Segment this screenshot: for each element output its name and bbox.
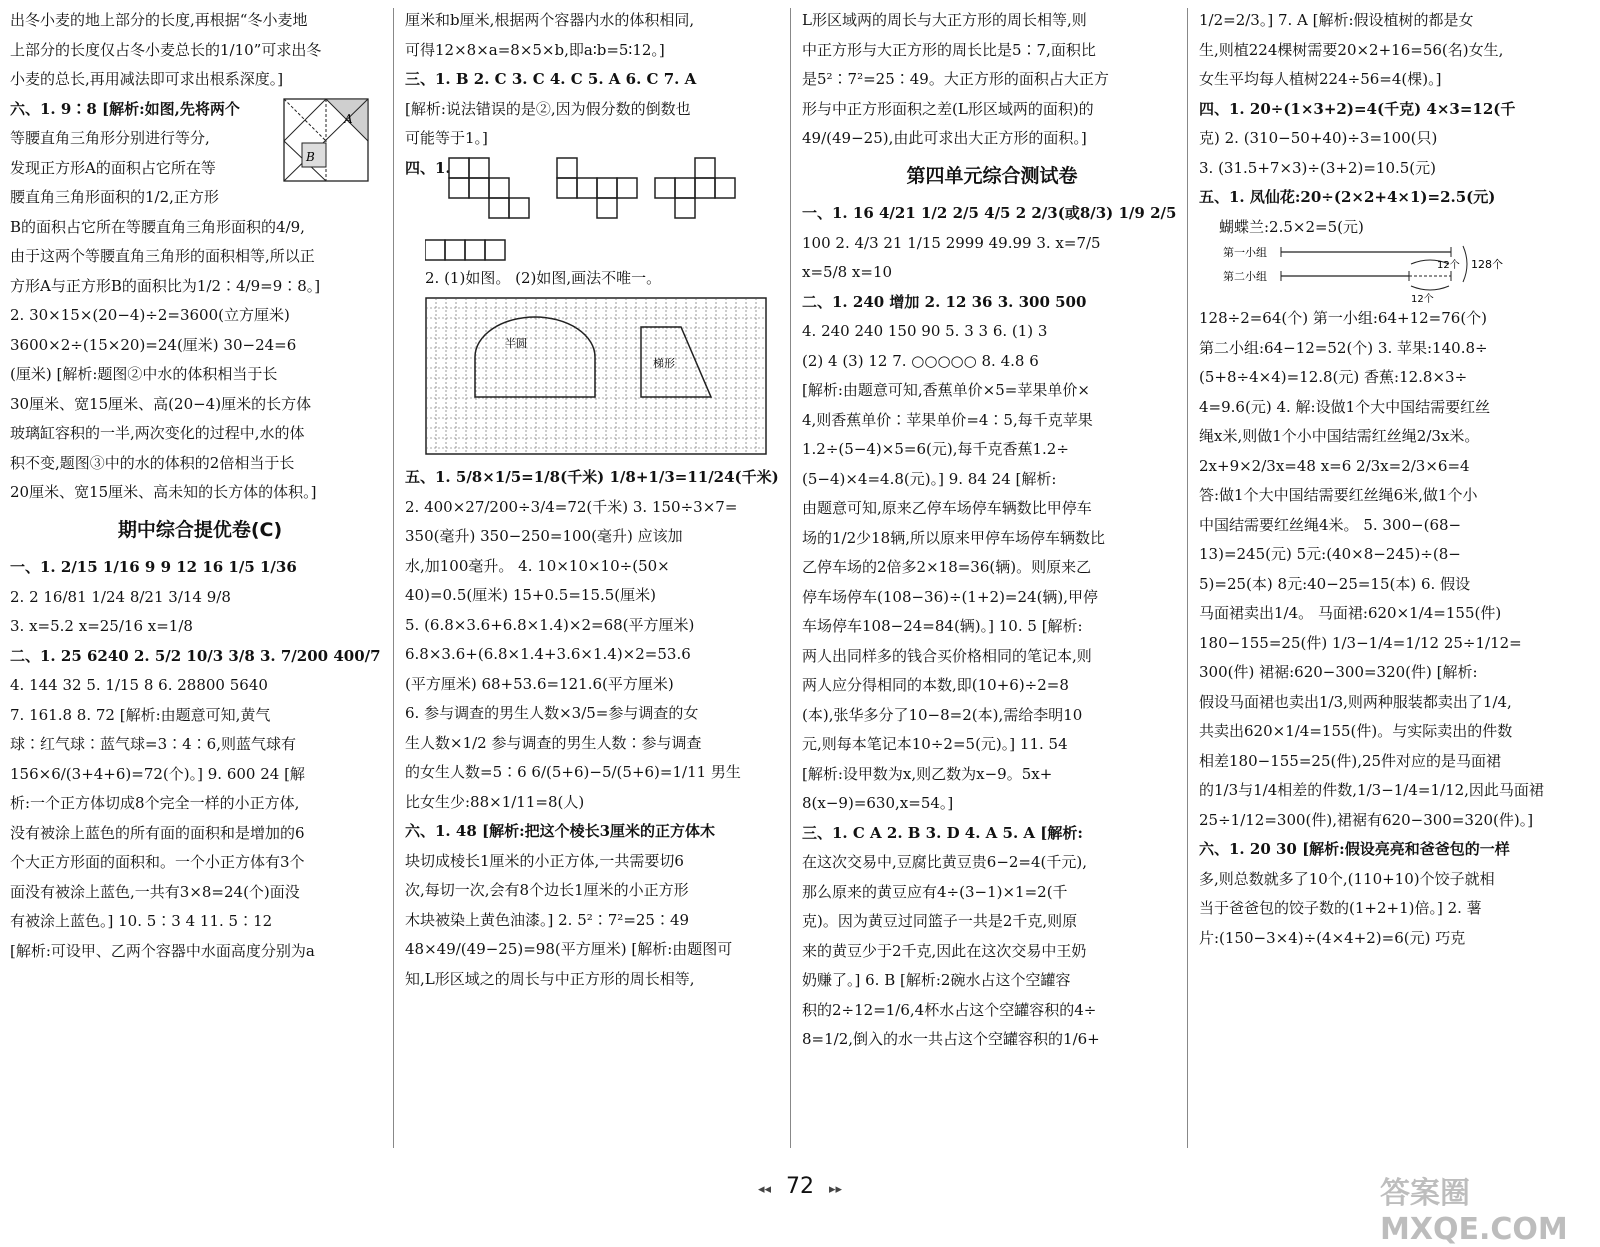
text-line: 停车场停车(108−36)÷(1+2)=24(辆),甲停 <box>802 587 1099 606</box>
text-line: 车场停车108−24=84(辆)。] 10. 5 [解析: <box>802 617 1083 635</box>
text-line: 4,则香蕉单价∶苹果单价=4∶5,每千克苹果 <box>802 410 1093 429</box>
text-line: 在这次交易中,豆腐比黄豆贵6−2=4(千元), <box>802 853 1088 871</box>
text-line: 四、1. 20÷(1×3+2)=4(千克) 4×3=12(千 <box>1199 99 1516 118</box>
text-line: 次,每切一次,会有8个边长1厘米的小正方形 <box>405 881 689 899</box>
text-line: 相差180−155=25(件),25件对应的是马面裙 <box>1199 751 1502 770</box>
text-line: [解析:说法错误的是②,因为假分数的倒数也 <box>405 99 691 118</box>
text-line: 生人数×1/2 参与调查的男生人数∶参与调查 <box>405 733 702 752</box>
text-line: 来的黄豆少于2千克,因此在这次交易中王奶 <box>802 941 1087 960</box>
text-line: 没有被涂上蓝色的所有面的面积和是增加的6 <box>10 823 305 842</box>
answer-column-3 <box>802 6 1182 1156</box>
text-line: 3600×2÷(15×20)=24(厘米) 30−24=6 <box>10 335 297 354</box>
text-line: 小麦的总长,再用减法即可求出根系深度。] <box>10 70 284 88</box>
text-line: (本),张华多分了10−8=2(本),需给李明10 <box>802 705 1083 724</box>
text-line: 40)=0.5(厘米) 15+0.5=15.5(厘米) <box>405 586 657 604</box>
text-line: 积的2÷12=1/6,4杯水占这个空罐容积的4÷ <box>802 1000 1097 1019</box>
text-line: 当于爸爸包的饺子数的(1+2+1)倍。] 2. 薯 <box>1199 899 1482 917</box>
diff-label-b: 12个 <box>1411 294 1434 304</box>
svg-text:A: A <box>344 111 353 126</box>
text-line: L形区域两的周长与大正方形的周长相等,则 <box>802 11 1087 29</box>
text-line: 克) 2. (310−50+40)÷3=100(只) <box>1199 129 1438 147</box>
text-line: 6.8×3.6+(6.8×1.4+3.6×1.4)×2=53.6 <box>405 645 691 663</box>
text-line: 4. 144 32 5. 1/15 8 6. 28800 5640 <box>10 676 268 694</box>
text-line: 48×49/(49−25)=98(平方厘米) [解析:由题图可 <box>405 940 733 958</box>
text-line: 20厘米、宽15厘米、高未知的长方体的体积。] <box>10 483 317 501</box>
text-line: 7. 161.8 8. 72 [解析:由题意可知,黄气 <box>10 705 271 724</box>
text-line: 6. 参与调查的男生人数×3/5=参与调查的女 <box>405 704 699 722</box>
text-line: 水,加100毫升。 4. 10×10×10÷(50× <box>405 556 670 575</box>
text-line: 100 2. 4/3 21 1/15 2999 49.99 3. x=7/5 <box>802 233 1101 252</box>
text-line: 2. (1)如图。 (2)如图,画法不唯一。 <box>425 268 662 287</box>
text-line: 形与中正方形面积之差(L形区域两的面积)的 <box>802 99 1094 118</box>
text-line: 2. 2 16/81 1/24 8/21 3/14 9/8 <box>10 587 231 606</box>
answer-column-4 <box>1199 6 1591 1156</box>
text-line: 蝴蝶兰:2.5×2=5(元) <box>1219 217 1364 236</box>
text-line: 由于这两个等腰直角三角形的面积相等,所以正 <box>10 247 315 265</box>
text-line: 是5²∶7²=25∶49。大正方形的面积占大正方 <box>802 70 1109 88</box>
text-line: 六、1. 20 30 [解析:假设亮亮和爸爸包的一样 <box>1199 840 1510 858</box>
text-line: 二、1. 240 增加 2. 12 36 3. 300 500 <box>802 292 1087 311</box>
text-line: (5−4)×4=4.8(元)。] 9. 84 24 [解析: <box>802 469 1057 488</box>
text-line: 二、1. 25 6240 2. 5/2 10/3 3/8 3. 7/200 400/7 <box>10 646 381 665</box>
text-line: 共卖出620×1/4=155(件)。与实际卖出的件数 <box>1199 722 1513 740</box>
text-line: 马面裙卖出1/4。 马面裙:620×1/4=155(件) <box>1199 604 1502 622</box>
text-line: 三、1. B 2. C 3. C 4. C 5. A 6. C 7. A <box>405 70 697 88</box>
text-line: 2. 30×15×(20−4)÷2=3600(立方厘米) <box>10 306 290 324</box>
text-line: 出冬小麦的地上部分的长度,再根据“冬小麦地 <box>10 11 308 29</box>
text-line: 奶赚了。] 6. B [解析:2碗水占这个空罐容 <box>802 971 1071 989</box>
text-line: 女生平均每人植树224÷56=4(棵)。] <box>1199 70 1442 88</box>
text-line: 等腰直角三角形分别进行等分, <box>10 129 210 147</box>
answer-column-1 <box>10 6 390 1156</box>
group2-label: 第二小组 <box>1223 270 1267 283</box>
text-line: B的面积占它所在等腰直角三角形面积的4/9, <box>10 217 305 236</box>
total-label: 128个 <box>1471 258 1503 271</box>
text-line: 方形A与正方形B的面积比为1/2∶4/9=9∶8。] <box>10 276 321 295</box>
text-line: 腰直角三角形面积的1/2,正方形 <box>10 188 219 206</box>
text-line: (5+8÷4×4)=12.8(元) 香蕉:12.8×3÷ <box>1199 368 1468 386</box>
text-line: 128÷2=64(个) 第一小组:64+12=76(个) <box>1199 309 1488 327</box>
text-line: 块切成棱长1厘米的小正方体,一共需要切6 <box>405 851 684 870</box>
text-line: 乙停车场的2倍多2×18=36(辆)。则原来乙 <box>802 558 1092 576</box>
text-line: 1.2÷(5−4)×5=6(元),每千克香蕉1.2÷ <box>802 440 1069 458</box>
page-number: 72 <box>786 1174 814 1199</box>
text-line: (2) 4 (3) 12 7. ○○○○○ 8. 4.8 6 <box>802 351 1039 370</box>
column-divider-2 <box>790 8 791 1148</box>
text-line: 六、1. 48 [解析:把这个棱长3厘米的正方体木 <box>405 822 716 840</box>
trapezoid-label: 梯形 <box>653 357 675 370</box>
text-line: 个大正方形面的面积和。一个小正方体有3个 <box>10 853 305 871</box>
watermark-logo: 答案圈 MXQE.COM <box>1380 1176 1568 1247</box>
text-line: 四、1. <box>405 158 451 177</box>
text-line: 2. 400×27/200÷3/4=72(千米) 3. 150÷3×7= <box>405 497 738 516</box>
text-line: 可能等于1。] <box>405 129 488 147</box>
text-line: 的1/3与1/4相差的件数,1/3−1/4=1/12,因此马面裙 <box>1199 781 1544 799</box>
text-line: 那么原来的黄豆应有4÷(3−1)×1=2(千 <box>802 882 1068 901</box>
text-line: 8=1/2,倒入的水一共占这个空罐容积的1/6+ <box>802 1030 1100 1048</box>
text-line: 5)=25(本) 8元:40−25=15(本) 6. 假设 <box>1199 574 1471 593</box>
text-line: 假设马面裙也卖出1/3,则两种服装都卖出了1/4, <box>1199 692 1512 711</box>
text-line: 发现正方形A的面积占它所在等 <box>10 158 216 177</box>
text-line: 面没有被涂上蓝色,一共有3×8=24(个)面没 <box>10 882 300 901</box>
text-line: 1/2=2/3。] 7. A [解析:假设植树的都是女 <box>1199 11 1474 29</box>
text-line: 木块被染上黄色油漆。] 2. 5²∶7²=25∶49 <box>405 910 690 929</box>
text-line: 上部分的长度仅占冬小麦总长的1/10”可求出冬 <box>10 40 322 59</box>
text-line: 知,L形区域之的周长与中正方形的周长相等, <box>405 969 695 988</box>
text-line: 中国结需要红丝绳4米。 5. 300−(68− <box>1199 515 1462 534</box>
text-line: 元,则每本笔记本10÷2=5(元)。] 11. 54 <box>802 735 1068 753</box>
text-line: 2x+9×2/3x=48 x=6 2/3x=2/3×6=4 <box>1199 456 1470 475</box>
grid-drawing-figure <box>425 297 767 457</box>
column-divider-1 <box>393 8 394 1148</box>
text-line: 厘米和b厘米,根据两个容器内水的体积相同, <box>405 11 695 29</box>
text-line: 156×6/(3+4+6)=72(个)。] 9. 600 24 [解 <box>10 764 305 783</box>
line-segment-diagram <box>1219 242 1579 304</box>
text-line: 克)。因为黄豆过同篮子一共是2千克,则原 <box>802 912 1078 930</box>
prev-arrows-icon: ◂◂ <box>757 1182 771 1197</box>
text-line: [解析:设甲数为x,则乙数为x−9。5x+ <box>802 764 1053 783</box>
page-footer <box>0 1174 1600 1199</box>
text-line: 中正方形与大正方形的周长比是5∶7,面积比 <box>802 40 1096 59</box>
text-line: 8(x−9)=630,x=54。] <box>802 794 954 812</box>
text-line: 可得12×8×a=8×5×b,即a∶b=5∶12。] <box>405 40 665 59</box>
text-line: 三、1. C A 2. B 3. D 4. A 5. A [解析: <box>802 823 1083 842</box>
text-line: 3. (31.5+7×3)÷(3+2)=10.5(元) <box>1199 158 1437 177</box>
text-line: 3. x=5.2 x=25/16 x=1/8 <box>10 617 193 635</box>
text-line: 五、1. 5/8×1/5=1/8(千米) 1/8+1/3=11/24(千米) <box>405 468 779 486</box>
section-heading: 第四单元综合测试卷 <box>906 164 1078 187</box>
text-line: 的女生人数=5∶6 6/(5+6)−5/(5+6)=1/11 男生 <box>405 763 741 781</box>
text-line: 有被涂上蓝色。] 10. 5∶3 4 11. 5∶12 <box>10 912 273 930</box>
text-line: 两人应分得相同的本数,即(10+6)÷2=8 <box>802 676 1069 694</box>
svg-text:B: B <box>306 149 315 164</box>
text-line: 350(毫升) 350−250=100(毫升) 应该加 <box>405 527 683 545</box>
text-line: 30厘米、宽15厘米、高(20−4)厘米的长方体 <box>10 394 312 413</box>
text-line: 一、1. 16 4/21 1/2 2/5 4/5 2 2/3(或8/3) 1/9 2/5 <box>802 204 1177 222</box>
text-line: 由题意可知,原来乙停车场停车辆数比甲停车 <box>802 499 1092 517</box>
text-line: 答:做1个大中国结需要红丝绳6米,做1个小 <box>1199 486 1478 504</box>
column-divider-3 <box>1187 8 1188 1148</box>
text-line: 第二小组:64−12=52(个) 3. 苹果:140.8÷ <box>1199 338 1488 357</box>
text-line: 多,则总数就多了10个,(110+10)个饺子就相 <box>1199 869 1495 888</box>
text-line: 玻璃缸容积的一半,两次变化的过程中,水的体 <box>10 424 305 442</box>
text-line: 一、1. 2/15 1/16 9 9 12 16 1/5 1/36 <box>10 558 297 576</box>
text-line: 两人出同样多的钱合买价格相同的笔记本,则 <box>802 646 1092 665</box>
text-line: 五、1. 凤仙花:20÷(2×2+4×1)=2.5(元) <box>1199 188 1496 206</box>
text-line: 4. 240 240 150 90 5. 3 3 6. (1) 3 <box>802 322 1048 340</box>
text-line: 49/(49−25),由此可求出大正方形的面积。] <box>802 129 1087 147</box>
text-line: 六、1. 9∶8 [解析:如图,先将两个 <box>10 99 240 118</box>
next-arrows-icon: ▸▸ <box>829 1182 843 1197</box>
cube-nets-figure <box>425 156 765 264</box>
text-line: [解析:可设甲、乙两个容器中水面高度分别为a <box>10 941 315 960</box>
answer-column-2 <box>405 6 785 1156</box>
text-line: x=5/8 x=10 <box>802 263 893 281</box>
text-line: 片:(150−3×4)÷(4×4+2)=6(元) 巧克 <box>1199 928 1466 947</box>
diff-label-a: 12个 <box>1437 260 1460 271</box>
text-line: 球∶红气球∶蓝气球=3∶4∶6,则蓝气球有 <box>10 735 296 753</box>
text-line: (厘米) [解析:题图②中水的体积相当于长 <box>10 365 278 383</box>
text-line: 析:一个正方体切成8个完全一样的小正方体, <box>10 794 300 812</box>
text-line: 180−155=25(件) 1/3−1/4=1/12 25÷1/12= <box>1199 633 1522 652</box>
text-line: 4=9.6(元) 4. 解:设做1个大中国结需要红丝 <box>1199 397 1491 416</box>
text-line: 13)=245(元) 5元:(40×8−245)÷(8− <box>1199 545 1461 563</box>
semicircle-label: 半圆 <box>505 337 527 350</box>
text-line: 25÷1/12=300(件),裙裾有620−300=320(件)。] <box>1199 810 1534 829</box>
text-line: 300(件) 裙裾:620−300=320(件) [解析: <box>1199 663 1478 681</box>
square-triangle-figure <box>282 97 370 183</box>
group1-label: 第一小组 <box>1223 246 1267 259</box>
text-line: 生,则植224棵树需要20×2+16=56(名)女生, <box>1199 40 1504 59</box>
text-line: [解析:由题意可知,香蕉单价×5=苹果单价× <box>802 381 1090 399</box>
section-heading: 期中综合提优卷(C) <box>117 518 283 541</box>
text-line: 场的1/2少18辆,所以原来甲停车场停车辆数比 <box>802 528 1105 547</box>
text-line: 比女生少:88×1/11=8(人) <box>405 792 585 811</box>
text-line: 5. (6.8×3.6+6.8×1.4)×2=68(平方厘米) <box>405 615 695 634</box>
text-line: 绳x米,则做1个小中国结需红丝绳2/3x米。 <box>1199 427 1480 445</box>
text-line: (平方厘米) 68+53.6=121.6(平方厘米) <box>405 674 674 693</box>
text-line: 积不变,题图③中的水的体积的2倍相当于长 <box>10 453 295 472</box>
